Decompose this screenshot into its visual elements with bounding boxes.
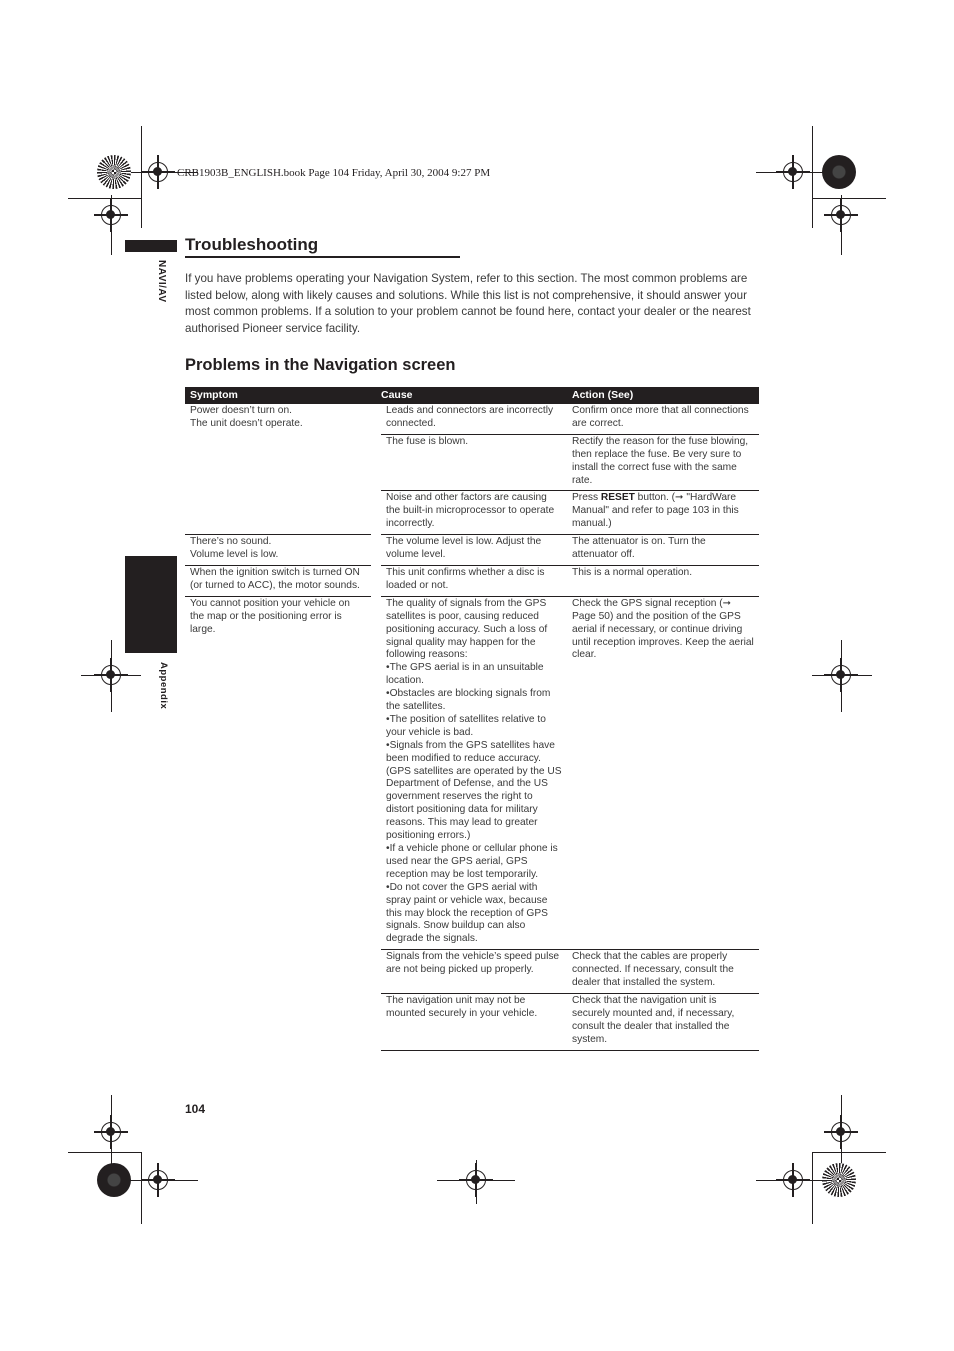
title-underline [185,256,460,258]
reset-button-label: RESET [600,492,635,504]
color-target-icon [97,155,131,189]
troubleshooting-table-wrap [185,387,759,1051]
cause-cell: The navigation unit may not be mounted securely in your vehicle. [376,993,567,1050]
table-row [185,404,759,434]
symptom-cell: You cannot position your vehicle on the map or the positioning error is large. [190,597,350,635]
cause-cell: Leads and connectors are incorrectly connected. [376,404,567,434]
cause-cell: The quality of signals from the GPS satellites is poor, causing reduced positioning accuracy. Such a loss of signal quality may happen for the following reasons: •The GPS aerial is in an unsuitable location. •Obstacles are blocking signals from the satellites. •The position of satellites relative to your vehicle is bad. •Signals from the GPS satellites have been modified to reduce accuracy. (GPS satellites are operated by the US Department of Defense, and the US government reserves the right to distort positioning data for military reasons. This may lead to greater positioning errors.) •If a vehicle phone or cellular phone is used near the GPS aerial, GPS reception may be lost temporarily. •Do not cover the GPS aerial with spray paint or vehicle wax, because this may block the reception of GPS signals. Snow buildup can also degrade the signals. [376,596,567,949]
appendix-tab-block [125,556,177,653]
color-target-icon [97,1163,131,1197]
registration-mark-icon [101,665,121,685]
section-tab-bar [125,240,177,252]
color-target-icon [822,1163,856,1197]
action-cell: Check that the navigation unit is securely mounted and, if necessary, consult the dealer that installed the system. [567,993,759,1050]
cause-cell: Noise and other factors are causing the built-in microprocessor to operate incorrectly. [376,491,567,535]
registration-mark-icon [831,205,851,225]
registration-mark-icon [466,1170,486,1190]
action-cell: Rectify the reason for the fuse blowing, then replace the fuse. Be very sure to install the correct fuse with the same rate. [567,434,759,491]
action-cell: Check that the cables are properly connected. If necessary, consult the dealer that installed the system. [567,950,759,994]
color-target-icon [822,155,856,189]
column-header-symptom: Symptom [185,387,376,404]
cause-cell: This unit confirms whether a disc is loaded or not. [376,565,567,596]
column-header-action: Action (See) [567,387,759,404]
file-info-header: CRB1903B_ENGLISH.book Page 104 Friday, April 30, 2004 9:27 PM [177,167,491,179]
section-title: Troubleshooting [185,235,319,254]
cause-cell: Signals from the vehicle’s speed pulse are not being picked up properly. [376,950,567,994]
registration-mark-icon [148,1170,168,1190]
action-cell: Check the GPS signal reception (➞ Page 50) and the position of the GPS aerial if necessary, or continue driving until reception improves. Keep the aerial clear. [567,596,759,949]
action-text: button. (➞ "HardWare Manual" and refer to page 103 in this manual.) [572,492,739,530]
page-number: 104 [185,1102,206,1116]
table-row [185,565,759,596]
symptom-cell: There’s no sound. Volume level is low. [185,535,376,566]
symptom-cell: Power doesn’t turn on. The unit doesn’t operate. [185,404,376,535]
action-cell: Confirm once more that all connections are correct. [567,404,759,434]
registration-mark-icon [101,1122,121,1142]
intro-paragraph: If you have problems operating your Navigation System, refer to this section. The most common problems are listed below, along with likely causes and solutions. While this list is not comprehensive, it should answer your most common problems. If a solution to your problem cannot be found here, contact your dealer or the nearest authorised Pioneer service facility. [185,272,751,335]
action-text: Press [572,492,601,504]
table-row [185,596,759,949]
appendix-label: Appendix [158,662,169,710]
subsection-title: Problems in the Navigation screen [185,356,456,374]
column-header-cause: Cause [376,387,567,404]
registration-mark-icon [101,205,121,225]
section-label-navi-av: NAVI/AV [156,260,167,303]
action-cell [567,491,759,535]
registration-mark-icon [831,665,851,685]
troubleshooting-table [185,387,759,1051]
registration-mark-icon [783,1170,803,1190]
registration-mark-icon [831,1122,851,1142]
registration-mark-icon [783,162,803,182]
cause-cell: The volume level is low. Adjust the volume level. [376,535,567,566]
action-cell: This is a normal operation. [567,565,759,596]
cause-cell: The fuse is blown. [376,434,567,491]
table-row [185,535,759,566]
action-cell: The attenuator is on. Turn the attenuator off. [567,535,759,566]
symptom-cell: When the ignition switch is turned ON (or turned to ACC), the motor sounds. [185,565,376,596]
registration-mark-icon [148,162,168,182]
table-header-row [185,387,759,404]
